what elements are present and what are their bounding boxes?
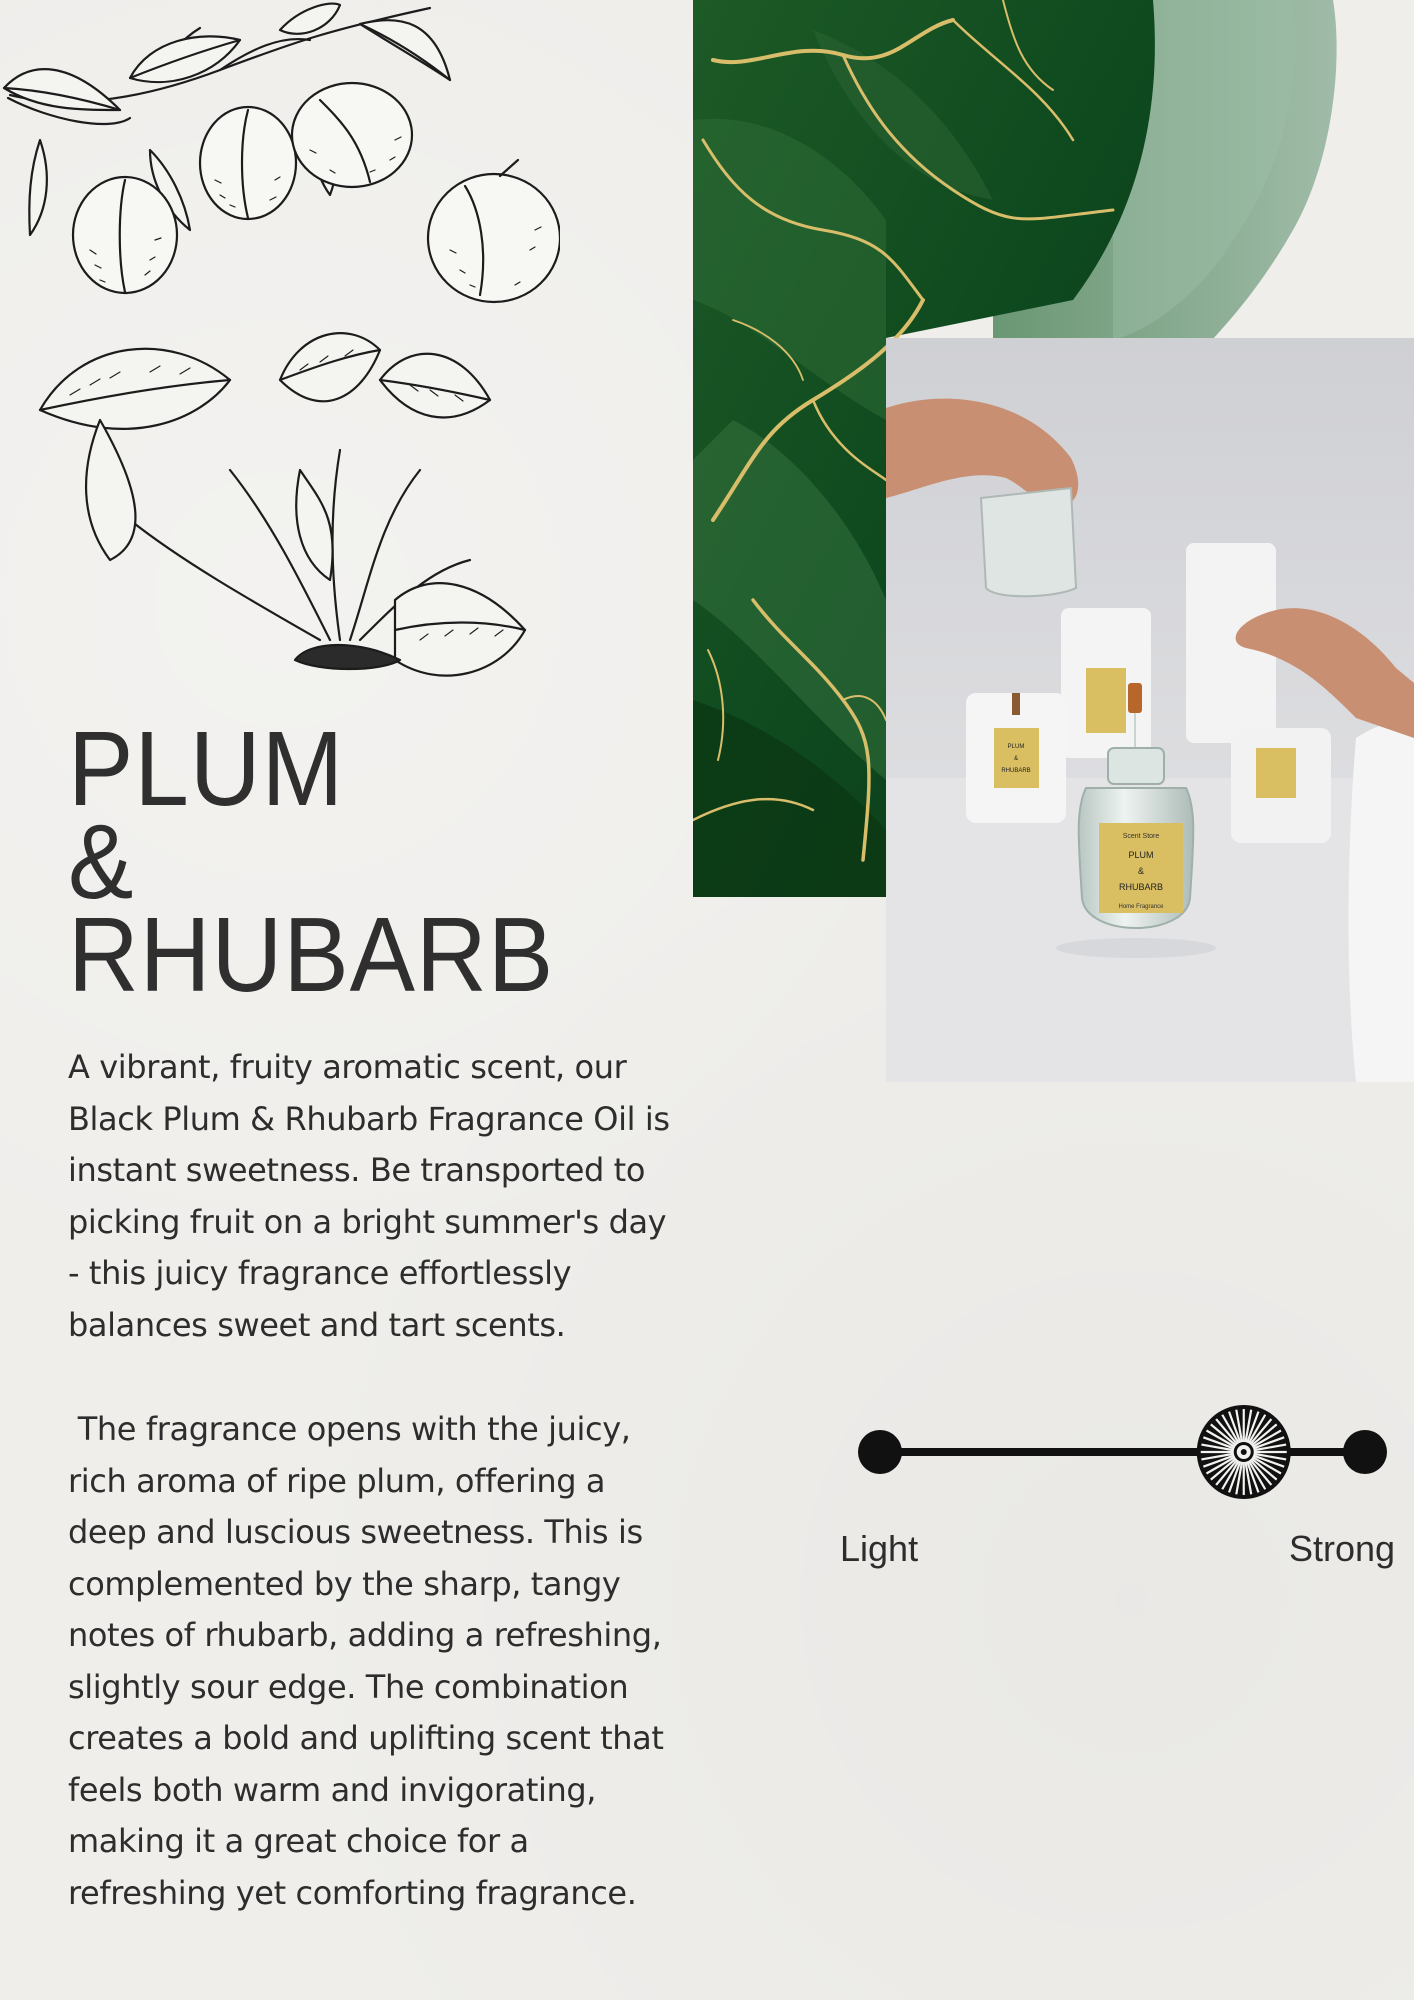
bottle-label-line-2: PLUM [1128, 850, 1154, 860]
rhubarb-plant-illustration [40, 333, 525, 675]
botanical-illustration [0, 0, 560, 700]
description-line: deep and luscious sweetness. This is [68, 1513, 643, 1551]
description-paragraph-1 [68, 1042, 718, 1351]
sunburst-icon [1197, 1405, 1291, 1499]
bottle-label-line-1: Scent Store [1122, 833, 1160, 840]
scale-max-label: Strong [1289, 1528, 1396, 1569]
candle-label-line-3: RHUBARB [1001, 768, 1031, 774]
plum-branch-illustration [4, 4, 560, 302]
scale-min-dot [858, 1430, 902, 1474]
description-line: instant sweetness. Be transported to [68, 1151, 645, 1189]
bottle-label-line-5: Home Fragrance [1118, 904, 1164, 910]
description-paragraph-2 [68, 1404, 718, 1919]
description-line: notes of rhubarb, adding a refreshing, [68, 1616, 662, 1654]
description-line: making it a great choice for a [68, 1822, 529, 1860]
description-line: - this juicy fragrance effortlessly [68, 1254, 572, 1292]
title-line-3: RHUBARB [68, 894, 555, 1014]
title-line-1: PLUM [68, 709, 345, 828]
description-line: feels both warm and invigorating, [68, 1770, 597, 1809]
product-photo [886, 338, 1414, 1082]
description-line: refreshing yet comforting fragrance. [68, 1873, 637, 1912]
candle-label-line-2: & [1013, 756, 1019, 762]
description-line: rich aroma of ripe plum, offering a [68, 1461, 606, 1500]
product-title [68, 709, 555, 1014]
bottle-label-line-4: RHUBARB [1118, 882, 1164, 892]
description-line: complemented by the sharp, tangy [68, 1564, 621, 1603]
bottle-label-line-3: & [1137, 866, 1145, 876]
scale-min-label: Light [840, 1528, 919, 1569]
description-line: balances sweet and tart scents. [68, 1305, 566, 1344]
title-line-2: & [68, 801, 135, 921]
description-line: A vibrant, fruity aromatic scent, our [68, 1048, 627, 1086]
description-line: The fragrance opens with the juicy, [68, 1410, 631, 1448]
description-line: creates a bold and uplifting scent that [68, 1719, 664, 1757]
description-line: slightly sour edge. The combination [68, 1667, 629, 1706]
description-line: Black Plum & Rhubarb Fragrance Oil is [68, 1099, 670, 1138]
description-line: picking fruit on a bright summer's day [68, 1202, 667, 1241]
scale-max-dot [1343, 1430, 1387, 1474]
candle-label-line-1: PLUM [1007, 744, 1025, 750]
